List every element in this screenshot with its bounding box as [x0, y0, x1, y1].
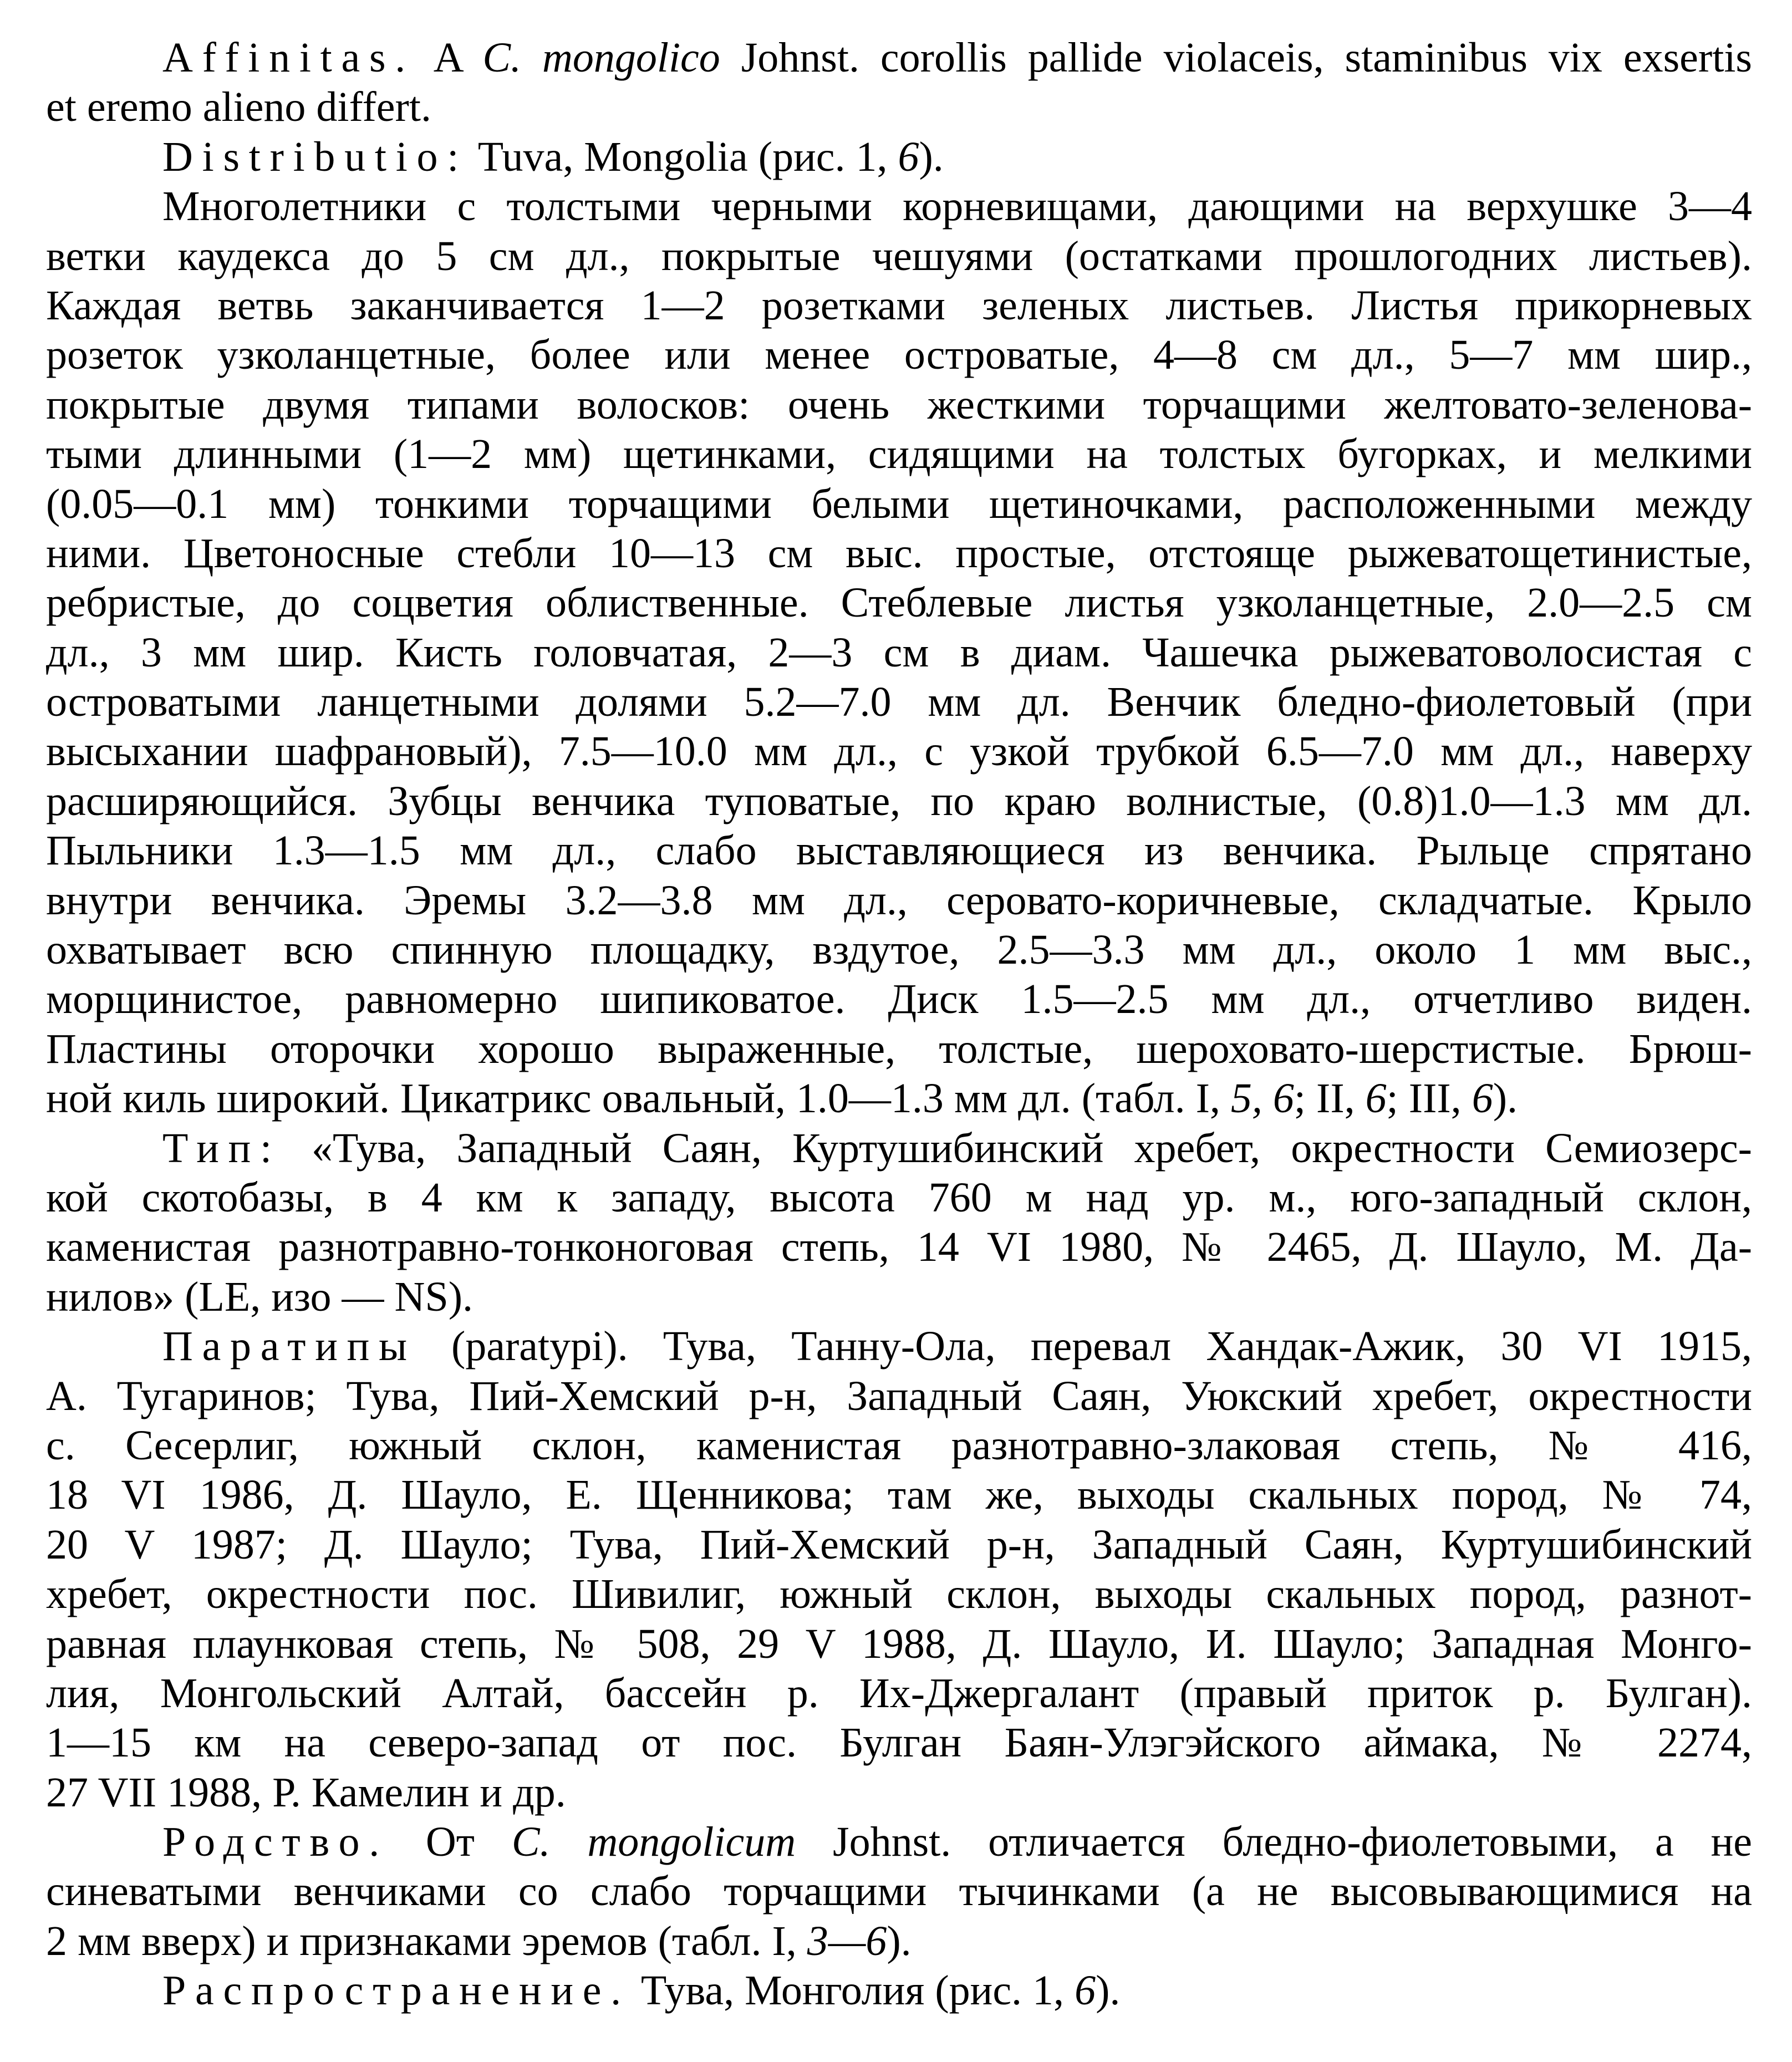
- section-heading: Тип:: [162, 1124, 281, 1172]
- text-run: Тува, Монголия (рис. 1,: [630, 1967, 1075, 2014]
- paragraph-paratypes: [46, 1322, 1752, 1817]
- text-run: с. Сесерлиг, южный склон, каменистая разнотравно-злаковая степь, № 416,: [46, 1422, 1752, 1469]
- text-line: [46, 1372, 1752, 1421]
- text-line: [46, 1768, 1752, 1817]
- text-run: ними. Цветоносные стебли 10—13 см выс. простые, отстояще рыжеватощетинистые,: [46, 529, 1752, 577]
- text-run: ).: [1493, 1075, 1518, 1122]
- text-line: [46, 628, 1752, 678]
- text-run: А. Тугаринов; Тува, Пий-Хемский р-н, Западный Саян, Уюкский хребет, окрестности: [46, 1372, 1752, 1419]
- text-run: нилов» (LE, изо — NS).: [46, 1273, 474, 1320]
- text-run: 2 мм вверх) и признаками эремов (табл. I,: [46, 1917, 807, 1964]
- text-run: 18 VI 1986, Д. Шауло, Е. Щенникова; там же, выходы скальных пород, № 74,: [46, 1472, 1752, 1519]
- text-run: (0.05—0.1 мм) тонкими торчащими белыми щетиночками, расположенными между: [46, 480, 1752, 527]
- text-run: ветки каудекса до 5 см дл., покрытые чешуями (остатками прошлогодних листьев).: [46, 232, 1752, 279]
- text-line: [46, 826, 1752, 875]
- text-line: [46, 1322, 1752, 1371]
- italic-text: 6: [1075, 1967, 1096, 2014]
- italic-text: 6: [1472, 1075, 1493, 1122]
- text-run: 27 VII 1988, Р. Камелин и др.: [46, 1769, 566, 1816]
- text-run: ).: [919, 133, 944, 180]
- section-heading: Распространение.: [162, 1967, 630, 2014]
- text-run: Пластины оторочки хорошо выраженные, толстые, шероховато-шерстистые. Брюш-: [46, 1025, 1752, 1072]
- paragraph-type-specimen: [46, 1124, 1752, 1322]
- text-line: [46, 1421, 1752, 1470]
- text-run: расширяющийся. Зубцы венчика туповатые, по краю волнистые, (0.8)1.0—1.3 мм дл.: [46, 777, 1752, 824]
- text-line: [46, 777, 1752, 826]
- text-line: [46, 1520, 1752, 1570]
- italic-text: 6: [1365, 1075, 1387, 1122]
- text-run: ).: [887, 1917, 912, 1964]
- text-line: [46, 430, 1752, 479]
- text-run: (paratypi). Тува, Танну-Ола, перевал Хандак-Ажик, 30 VI 1915,: [416, 1323, 1752, 1370]
- text-line: [46, 1025, 1752, 1074]
- text-line: [46, 380, 1752, 430]
- text-line: [46, 232, 1752, 281]
- text-run: ; II,: [1294, 1075, 1366, 1122]
- text-line: [46, 1669, 1752, 1718]
- text-run: охватывает всю спинную площадку, вздутое, 2.5—3.3 мм дл., около 1 мм выс.,: [46, 926, 1752, 974]
- text-run: морщинистое, равномерно шипиковатое. Диск 1.5—2.5 мм дл., отчетливо виден.: [46, 976, 1752, 1023]
- text-run: ).: [1096, 1967, 1121, 2014]
- text-run: покрытые двумя типами волосков: очень жесткими торчащими желтовато-зеленова-: [46, 381, 1752, 428]
- text-line: [46, 1124, 1752, 1173]
- text-run: розеток узколанцетные, более или менее островатые, 4—8 см дл., 5—7 мм шир.,: [46, 332, 1752, 379]
- text-line: [46, 1470, 1752, 1520]
- italic-text: C. mongolicum: [511, 1819, 796, 1866]
- paragraph-affinitas-latin: [46, 33, 1752, 133]
- text-line: [46, 578, 1752, 628]
- text-run: Многолетники с толстыми черными корневищами, дающими на верхушке 3—4: [162, 183, 1752, 230]
- italic-text: 3—6: [807, 1917, 887, 1964]
- paragraph-description: [46, 182, 1752, 1123]
- text-run: Johnst. corollis pallide violaceis, staminibus vix exsertis: [720, 34, 1753, 81]
- text-run: От: [388, 1819, 512, 1866]
- text-run: ; III,: [1386, 1075, 1472, 1122]
- text-run: 20 V 1987; Д. Шауло; Тува, Пий-Хемский р-н, Западный Саян, Куртушибинский: [46, 1521, 1752, 1568]
- text-run: Johnst. отличается бледно-фиолетовыми, а не: [796, 1819, 1752, 1866]
- text-run: ной киль широкий. Цикатрикс овальный, 1.0—1.3 мм дл. (табл. I,: [46, 1075, 1231, 1122]
- text-run: хребет, окрестности пос. Шивилиг, южный склон, выходы скальных пород, разнот-: [46, 1571, 1752, 1618]
- text-line: [46, 727, 1752, 776]
- text-run: лия, Монгольский Алтай, бассейн р. Их-Джергалант (правый приток р. Булган).: [46, 1669, 1752, 1717]
- text-run: Каждая ветвь заканчивается 1—2 розетками зеленых листьев. Листья прикорневых: [46, 282, 1752, 329]
- document-page: [46, 33, 1752, 2016]
- text-run: Пыльники 1.3—1.5 мм дл., слабо выставляющиеся из венчика. Рыльце спрятано: [46, 827, 1752, 874]
- text-line: [46, 1570, 1752, 1619]
- text-line: [46, 925, 1752, 975]
- text-run: высыхании шафрановый), 7.5—10.0 мм дл., с узкой трубкой 6.5—7.0 мм дл., наверху: [46, 728, 1752, 775]
- section-heading: Distributio:: [162, 133, 469, 180]
- italic-text: 6: [898, 133, 919, 180]
- section-heading: Родство.: [162, 1819, 389, 1866]
- text-line: [46, 1173, 1752, 1223]
- text-run: островатыми ланцетными долями 5.2—7.0 мм дл. Венчик бледно-фиолетовый (при: [46, 679, 1752, 726]
- text-line: [46, 1272, 1752, 1322]
- text-line: [46, 1223, 1752, 1272]
- text-line: [46, 1620, 1752, 1669]
- paragraph-distributio-latin: [46, 133, 1752, 182]
- text-line: [46, 1867, 1752, 1916]
- text-line: [46, 1917, 1752, 1966]
- text-run: et eremo alieno differt.: [46, 84, 431, 131]
- paragraph-distribution-russian: [46, 1966, 1752, 2015]
- section-heading: Паратипы: [162, 1323, 416, 1370]
- text-line: [46, 1074, 1752, 1123]
- text-run: «Тува, Западный Саян, Куртушибинский хребет, окрестности Семиозерс-: [281, 1124, 1752, 1172]
- text-run: Tuva, Mongolia (рис. 1,: [468, 133, 898, 180]
- text-line: [46, 876, 1752, 925]
- text-run: кой скотобазы, в 4 км к западу, высота 760 м над ур. м., юго-западный склон,: [46, 1174, 1752, 1221]
- text-line: [46, 975, 1752, 1024]
- text-line: [46, 330, 1752, 380]
- text-run: синеватыми венчиками со слабо торчащими тычинками (а не высовывающимися на: [46, 1868, 1752, 1915]
- text-run: ребристые, до соцветия облиственные. Стеблевые листья узколанцетные, 2.0—2.5 см: [46, 579, 1752, 627]
- text-line: [46, 480, 1752, 529]
- text-run: внутри венчика. Эремы 3.2—3.8 мм дл., серовато-коричневые, складчатые. Крыло: [46, 877, 1752, 924]
- text-line: [46, 182, 1752, 231]
- text-run: A: [414, 34, 483, 81]
- text-line: [46, 33, 1752, 83]
- text-line: [46, 133, 1752, 182]
- section-heading: Affinitas.: [162, 34, 415, 81]
- text-run: равная плаунковая степь, № 508, 29 V 1988, Д. Шауло, И. Шауло; Западная Монго-: [46, 1620, 1752, 1667]
- text-line: [46, 1718, 1752, 1768]
- italic-text: C. mongolico: [482, 34, 720, 81]
- paragraph-affinity-russian: [46, 1817, 1752, 1966]
- text-run: 1—15 км на северо-запад от пос. Булган Баян-Улэгэйского аймака, № 2274,: [46, 1719, 1752, 1766]
- text-line: [46, 281, 1752, 330]
- text-run: дл., 3 мм шир. Кисть головчатая, 2—3 см в диам. Чашечка рыжеватоволосистая с: [46, 629, 1752, 676]
- text-line: [46, 678, 1752, 727]
- text-line: [46, 83, 1752, 132]
- italic-text: 5, 6: [1230, 1075, 1294, 1122]
- text-line: [46, 1966, 1752, 2015]
- text-run: тыми длинными (1—2 мм) щетинками, сидящими на толстых бугорках, и мелкими: [46, 431, 1752, 478]
- text-line: [46, 1817, 1752, 1867]
- text-line: [46, 529, 1752, 578]
- text-run: каменистая разнотравно-тонконоговая степь, 14 VI 1980, № 2465, Д. Шауло, М. Да-: [46, 1224, 1752, 1271]
